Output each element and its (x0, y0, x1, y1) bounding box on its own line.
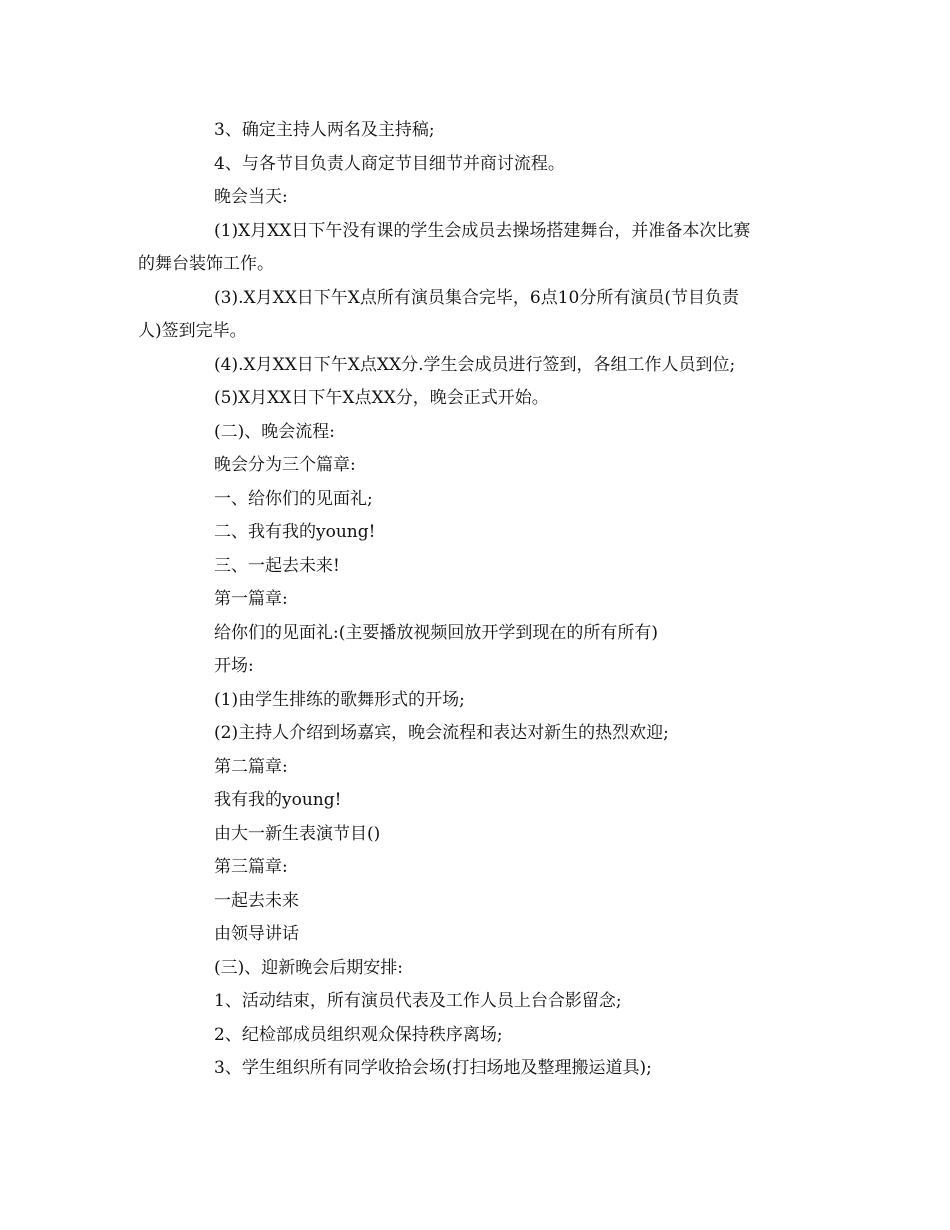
paragraph (138, 282, 820, 349)
paragraph-line: 一起去未来 (214, 890, 299, 911)
list-item: (2)主持人介绍到场嘉宾，晚会流程和表达对新生的热烈欢迎; (214, 723, 669, 743)
list-item: (1)由学生排练的歌舞形式的开场; (214, 689, 465, 710)
paragraph-line: 的舞台装饰工作。 (138, 254, 274, 274)
list-item: 一、给你们的见面礼; (214, 488, 373, 509)
paragraph-line: (3).X月XX日下午X点所有演员集合完毕，6点10分所有演员(节目负责 (214, 287, 739, 308)
paragraph-line: 我有我的young! (214, 790, 342, 810)
list-item: 3、学生组织所有同学收拾会场(打扫场地及整理搬运道具); (214, 1058, 652, 1078)
list-item: 2、纪检部成员组织观众保持秩序离场; (214, 1024, 503, 1045)
section-heading: (三)、迎新晚会后期安排: (214, 957, 403, 978)
list-item: 4、与各节目负责人商定节目细节并商讨流程。 (214, 153, 565, 174)
paragraph-line: 由大一新生表演节目() (214, 823, 381, 844)
list-item: 3、确定主持人两名及主持稿; (214, 120, 435, 140)
section-heading: 晚会当天: (214, 187, 288, 207)
document-body (138, 114, 820, 1086)
paragraph-line: 给你们的见面礼:(主要播放视频回放开学到现在的所有所有) (214, 622, 658, 643)
list-item: (5)X月XX日下午X点XX分，晚会正式开始。 (214, 388, 549, 408)
paragraph-line: 由领导讲话 (214, 924, 299, 944)
paragraph-line: 人)签到完毕。 (138, 321, 247, 341)
list-item: 二、我有我的young! (214, 522, 376, 542)
list-item: 1、活动结束，所有演员代表及工作人员上台合影留念; (214, 991, 622, 1011)
list-item: 三、一起去未来! (214, 555, 340, 576)
list-item: (4).X月XX日下午X点XX分.学生会成员进行签到，各组工作人员到位; (214, 354, 736, 375)
section-heading: 第三篇章: (214, 857, 288, 877)
paragraph-line: 晚会分为三个篇章: (214, 455, 356, 475)
section-heading: 第一篇章: (214, 589, 288, 609)
section-heading: 开场: (214, 656, 254, 676)
section-heading: 第二篇章: (214, 756, 288, 777)
paragraph (138, 215, 820, 282)
section-heading: (二)、晚会流程: (214, 421, 335, 442)
paragraph-line: (1)X月XX日下午没有课的学生会成员去操场搭建舞台，并准备本次比赛 (214, 220, 751, 241)
